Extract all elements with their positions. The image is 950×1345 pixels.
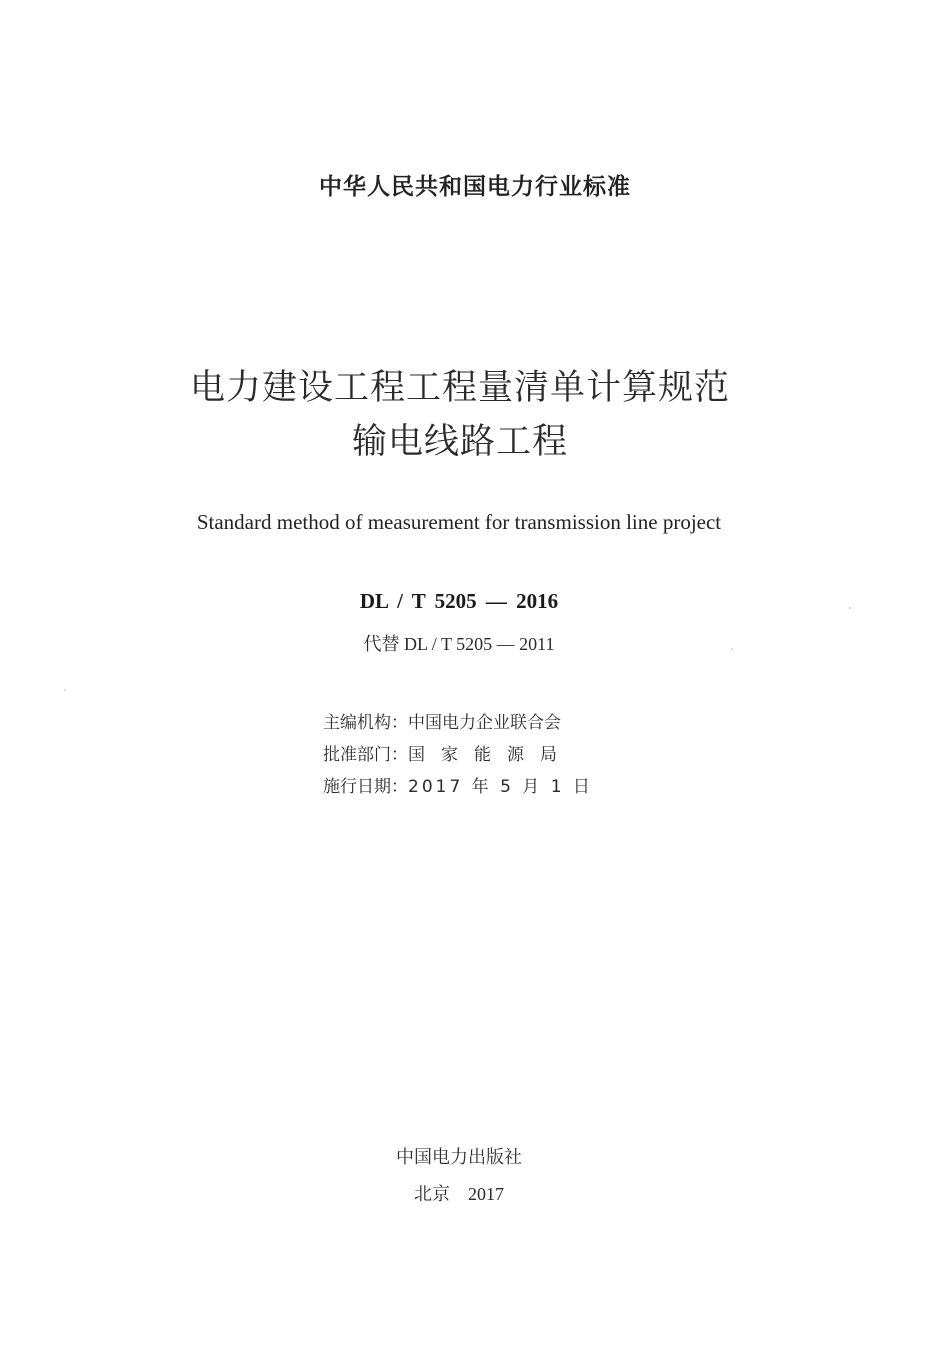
scan-speck [849, 607, 851, 609]
approver-label: 批准部门： [323, 745, 408, 765]
approver-value: 国家能源局 [408, 745, 573, 765]
effective-date-row [323, 774, 593, 806]
industry-standard-heading: 中华人民共和国电力行业标准 [319, 174, 631, 200]
publication-place-year [0, 1180, 918, 1206]
document-title-line2: 输电线路工程 [351, 422, 568, 462]
replaces-standard: 代替 DL / T 5205 — 2011 [363, 634, 555, 654]
effective-date-value: 2017 年 5 月 1 日 [408, 777, 593, 797]
document-title-line1: 电力建设工程工程量清单计算规范 [189, 368, 730, 408]
scan-speck [731, 648, 733, 650]
editor-value: 中国电力企业联合会 [408, 713, 561, 733]
editor-row [323, 710, 593, 742]
effective-date-label: 施行日期： [323, 777, 408, 797]
editor-label: 主编机构： [323, 713, 408, 733]
scan-speck [64, 689, 66, 691]
publisher-name: 中国电力出版社 [396, 1147, 522, 1168]
publication-year: 2017 [468, 1184, 504, 1204]
issuance-info [323, 710, 593, 806]
english-title: Standard method of measurement for transmission line project [196, 510, 722, 534]
approver-row [323, 742, 593, 774]
standard-code: DL / T 5205 — 2016 [359, 589, 559, 613]
publication-city: 北京 [414, 1184, 450, 1205]
